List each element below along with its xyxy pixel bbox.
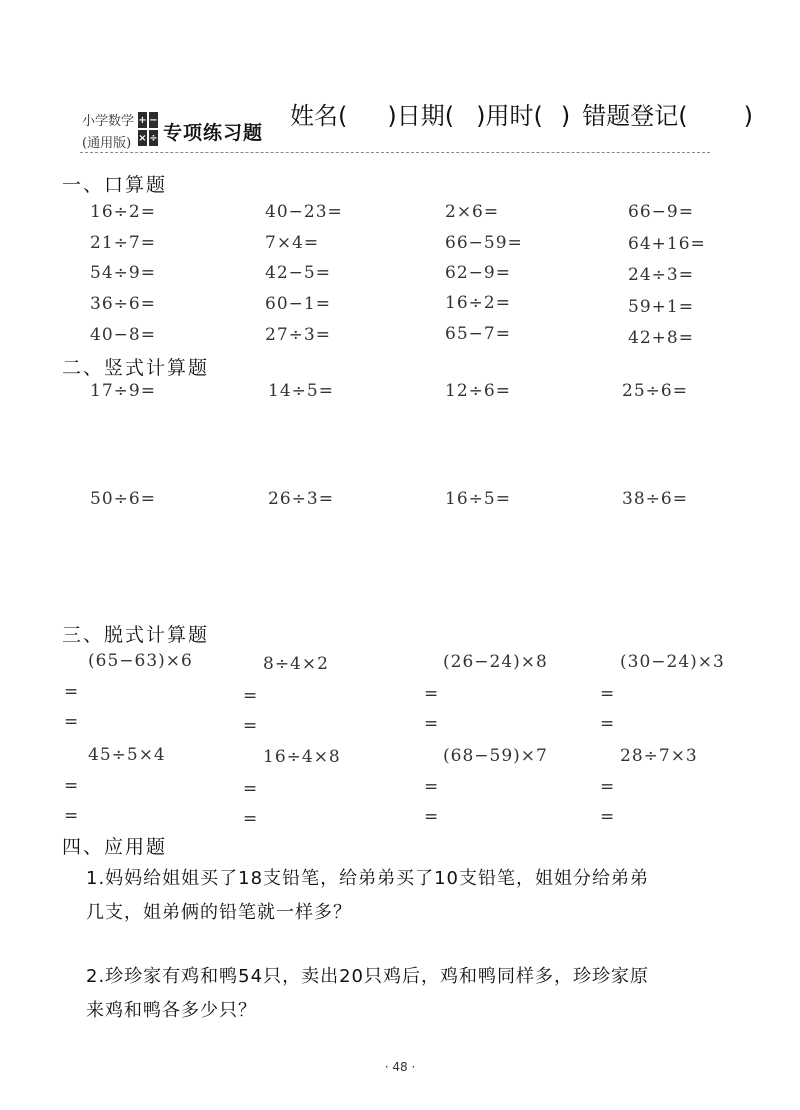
oral-item: 21÷7=	[90, 233, 156, 253]
vertical-item: 12÷6=	[445, 381, 511, 401]
header-divider	[80, 152, 710, 153]
stepwise-item: (65−63)×6	[88, 651, 193, 671]
oral-item: 42+8=	[628, 328, 694, 348]
oral-item: 66−59=	[445, 233, 523, 253]
equals-line: =	[600, 807, 615, 827]
stepwise-item: 16÷4×8	[263, 747, 341, 767]
date-field-close: )	[476, 102, 486, 130]
equals-line: =	[600, 714, 615, 734]
word-problem-2-line2: 来鸡和鸭各多少只？	[86, 1000, 257, 1021]
stepwise-item: 8÷4×2	[263, 654, 329, 674]
section-title-word-problems: 四、应用题	[62, 836, 168, 858]
multiply-icon: ×	[137, 129, 148, 147]
equals-line: =	[243, 716, 258, 736]
oral-item: 2×6=	[445, 202, 500, 222]
minus-icon: −	[148, 111, 159, 129]
vertical-item: 38÷6=	[622, 489, 688, 509]
oral-item: 65−7=	[445, 324, 511, 344]
oral-item: 62−9=	[445, 263, 511, 283]
equals-line: =	[600, 684, 615, 704]
oral-item: 60−1=	[265, 294, 331, 314]
oral-item: 7×4=	[265, 233, 320, 253]
section-title-vertical: 二、竖式计算题	[62, 357, 210, 379]
word-problem-1-line1: 1.妈妈给姐姐买了18支铅笔，给弟弟买了10支铅笔，姐姐分给弟弟	[86, 868, 649, 889]
oral-item: 27÷3=	[265, 325, 331, 345]
word-problem-2-line1: 2.珍珍家有鸡和鸭54只，卖出20只鸡后，鸡和鸭同样多，珍珍家原	[86, 966, 649, 987]
equals-line: =	[243, 686, 258, 706]
oral-item: 66−9=	[628, 202, 694, 222]
section-title-oral: 一、口算题	[62, 174, 168, 196]
header-fields	[290, 96, 753, 131]
name-field-close: )	[387, 102, 397, 130]
errors-field-close: )	[743, 102, 753, 130]
equals-line: =	[64, 806, 79, 826]
logo-title: 专项练习题	[163, 122, 264, 144]
name-field-label: 姓名(	[290, 102, 348, 130]
oral-item: 40−8=	[90, 325, 156, 345]
vertical-item: 26÷3=	[268, 489, 334, 509]
equals-line: =	[424, 714, 439, 734]
equals-line: =	[600, 777, 615, 797]
equals-line: =	[424, 684, 439, 704]
stepwise-item: 28÷7×3	[620, 746, 698, 766]
oral-item: 36÷6=	[90, 294, 156, 314]
oral-item: 54÷9=	[90, 263, 156, 283]
oral-item: 16÷2=	[90, 202, 156, 222]
equals-line: =	[64, 776, 79, 796]
vertical-item: 25÷6=	[622, 381, 688, 401]
stepwise-item: (26−24)×8	[443, 652, 548, 672]
oral-item: 64+16=	[628, 234, 706, 254]
logo-line1: 小学数学	[82, 114, 135, 129]
oral-item: 42−5=	[265, 263, 331, 283]
equals-line: =	[243, 809, 258, 829]
word-problem-1-line2: 几支，姐弟俩的铅笔就一样多？	[86, 902, 352, 923]
oral-item: 24÷3=	[628, 265, 694, 285]
oral-item: 40−23=	[265, 202, 343, 222]
vertical-item: 17÷9=	[90, 381, 156, 401]
equals-line: =	[64, 712, 79, 732]
page-number: · 48 ·	[384, 1060, 416, 1074]
stepwise-item: 45÷5×4	[88, 745, 166, 765]
date-field-label: 日期(	[396, 102, 455, 130]
equals-line: =	[424, 807, 439, 827]
stepwise-item: (68−59)×7	[443, 746, 548, 766]
vertical-item: 16÷5=	[445, 489, 511, 509]
equals-line: =	[243, 779, 258, 799]
logo-operator-icon	[137, 111, 159, 147]
time-field-close: )	[560, 102, 571, 130]
errors-field-label: 错题登记(	[582, 102, 688, 130]
logo-line2: (通用版)	[82, 136, 132, 151]
vertical-item: 50÷6=	[90, 489, 156, 509]
divide-icon: ÷	[148, 129, 159, 147]
equals-line: =	[64, 682, 79, 702]
vertical-item: 14÷5=	[268, 381, 334, 401]
oral-item: 16÷2=	[445, 293, 511, 313]
equals-line: =	[424, 777, 439, 797]
stepwise-item: (30−24)×3	[620, 652, 725, 672]
section-title-stepwise: 三、脱式计算题	[62, 624, 210, 646]
time-field-label: 用时(	[485, 102, 543, 130]
oral-item: 59+1=	[628, 297, 694, 317]
plus-icon: +	[137, 111, 148, 129]
